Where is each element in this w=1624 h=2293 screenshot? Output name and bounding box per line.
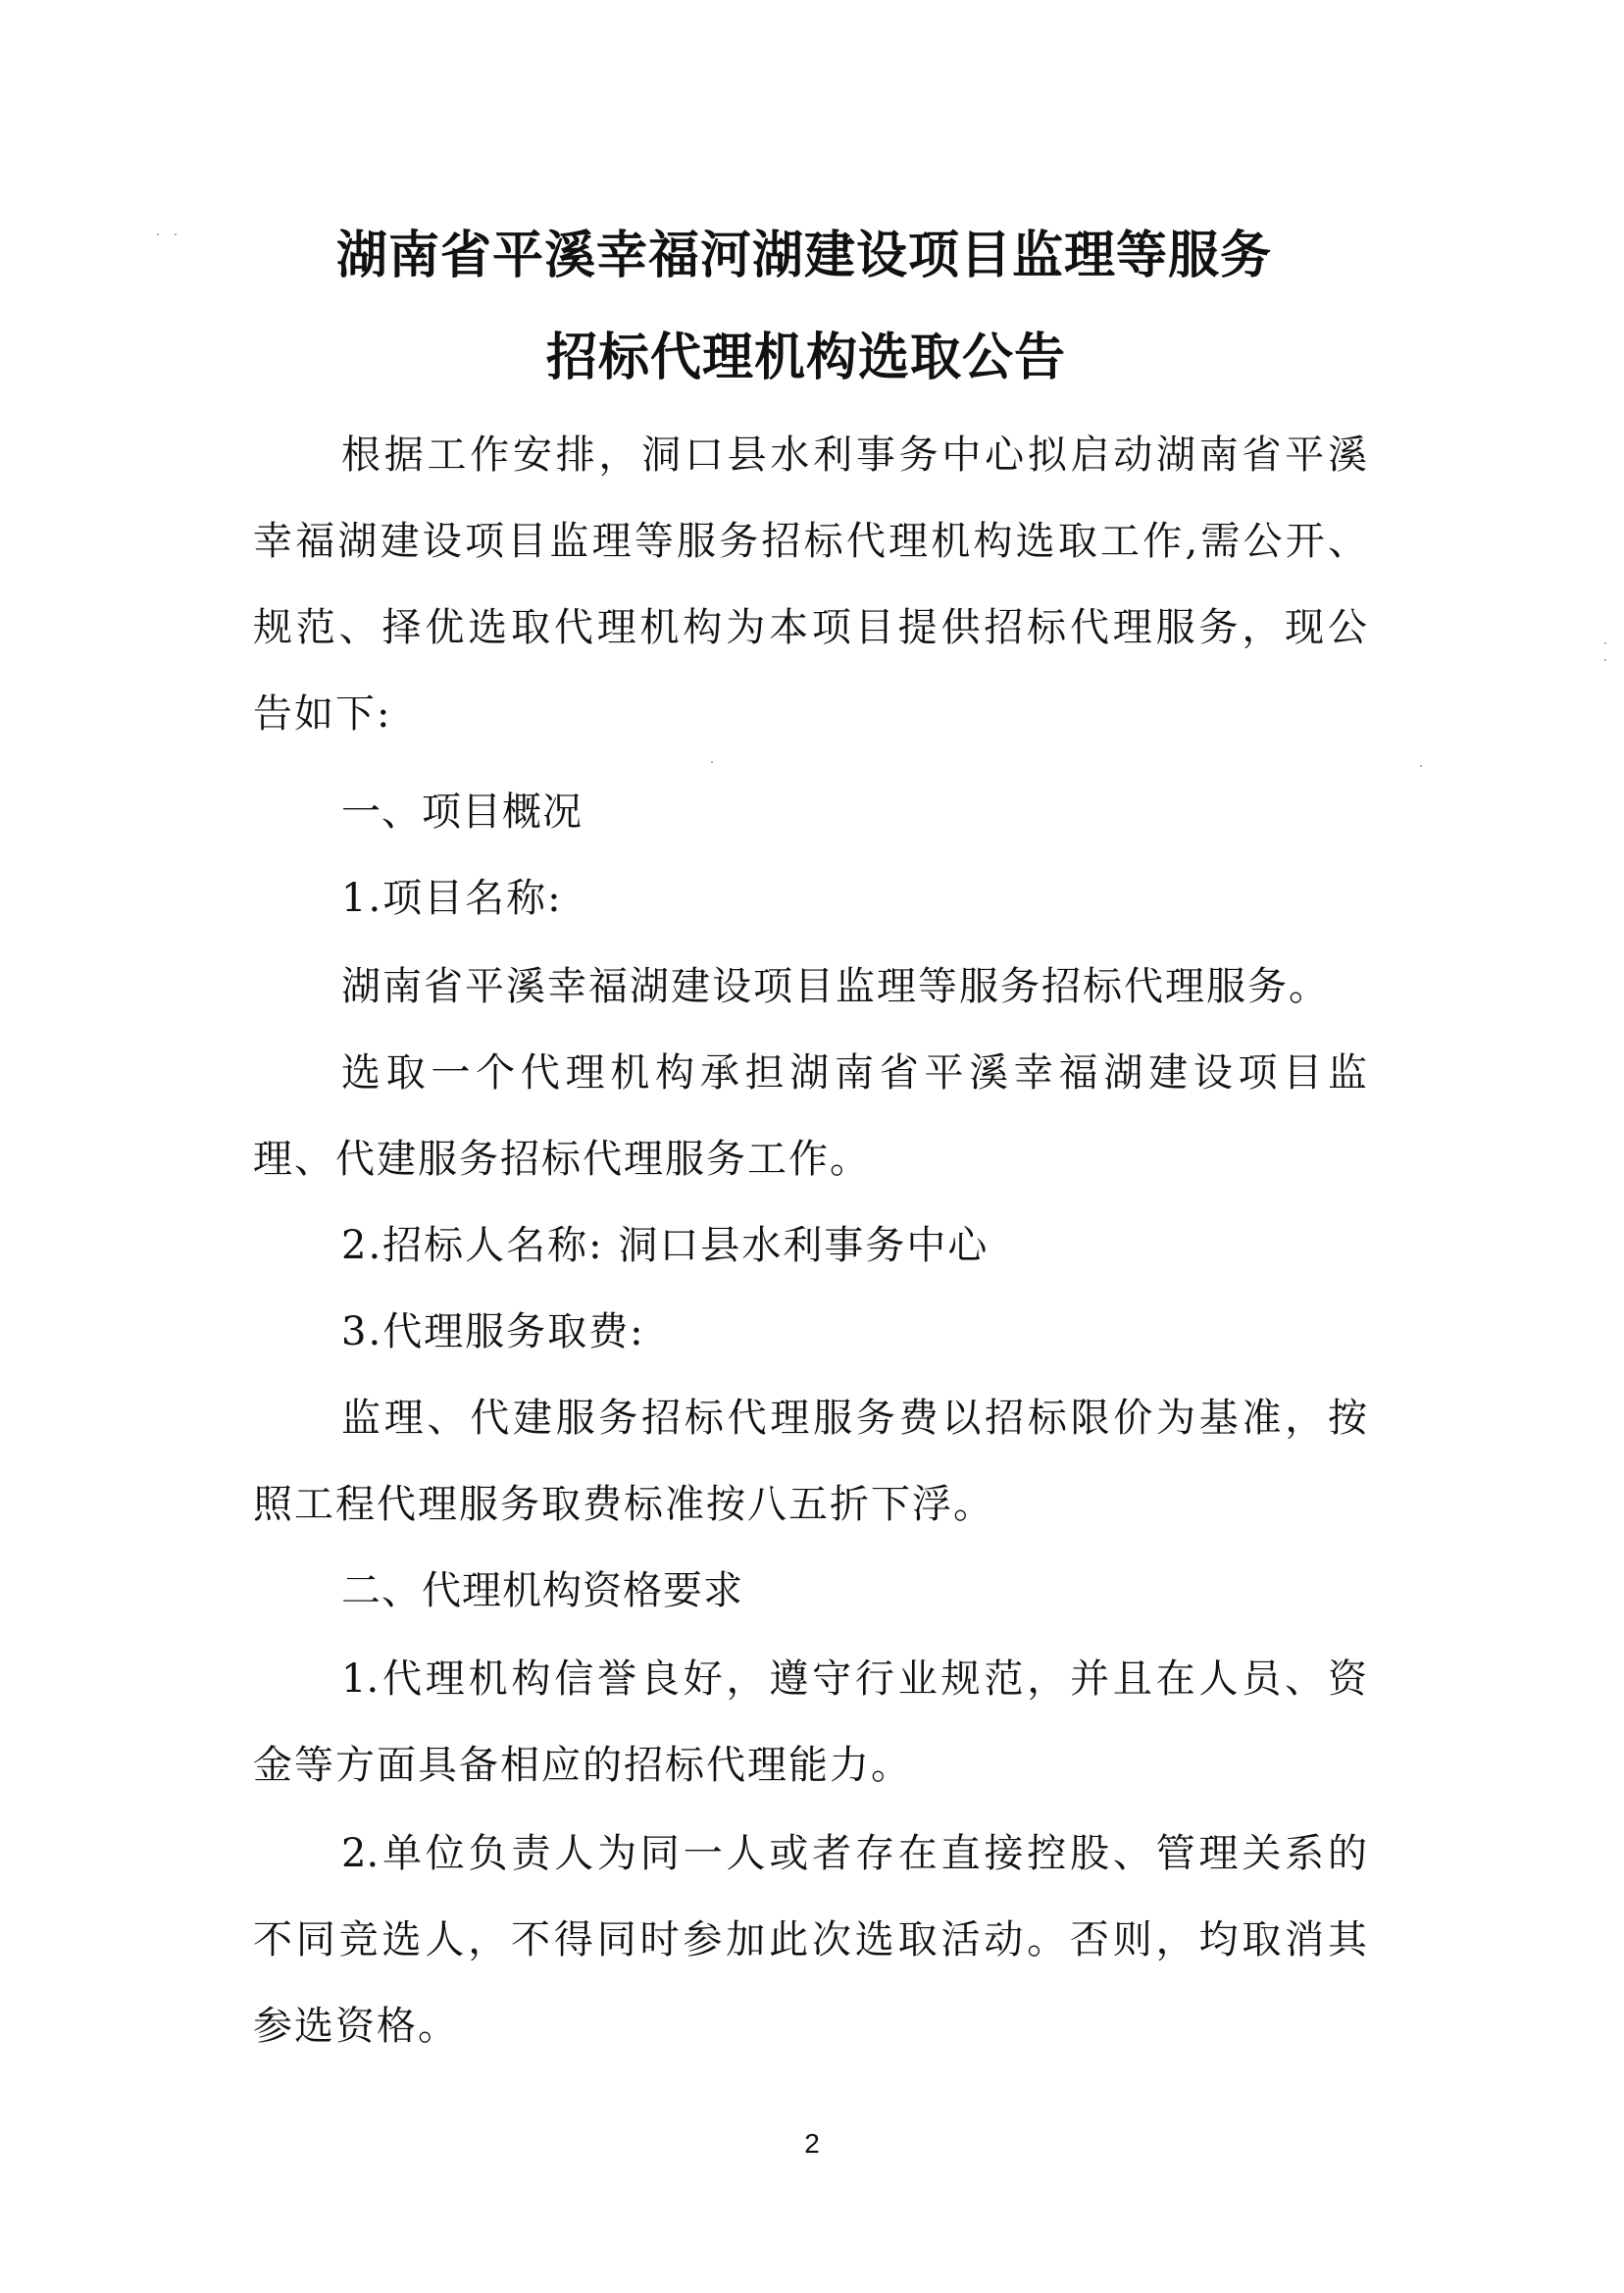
project-name-label: 1.项目名称: [341, 876, 563, 921]
scan-speck [1420, 765, 1422, 767]
qualification-1-line-2: 金等方面具备相应的招标代理能力。 [253, 1743, 912, 1788]
qualification-2-line-1: 2.单位负责人为同一人或者存在直接控股、管理关系的 [341, 1831, 1367, 1876]
qualification-2-line-3: 参选资格。 [253, 2004, 459, 2049]
tenderer-name: 2.招标人名称: 洞口县水利事务中心 [341, 1223, 990, 1268]
section-1-heading: 一、项目概况 [341, 790, 583, 835]
service-fee-label: 3.代理服务取费: [341, 1309, 645, 1354]
scan-speck [1604, 642, 1606, 644]
page-number: 2 [804, 2128, 820, 2159]
scan-speck [157, 233, 159, 235]
project-desc-line-1: 选取一个代理机构承担湖南省平溪幸福湖建设项目监 [341, 1050, 1367, 1096]
intro-line-3: 规范、择优选取代理机构为本项目提供招标代理服务，现公 [253, 605, 1367, 650]
service-fee-line-2: 照工程代理服务取费标准按八五折下浮。 [253, 1482, 994, 1527]
scan-speck [1604, 659, 1606, 661]
section-2-heading: 二、代理机构资格要求 [341, 1568, 743, 1613]
project-desc-line-2: 理、代建服务招标代理服务工作。 [253, 1137, 871, 1182]
service-fee-line-1: 监理、代建服务招标代理服务费以招标限价为基准，按 [341, 1396, 1367, 1441]
document-title-line-2: 招标代理机构选取公告 [545, 329, 1066, 387]
document-title-line-1: 湖南省平溪幸福河湖建设项目监理等服务 [335, 227, 1272, 285]
qualification-2-line-2: 不同竞选人，不得同时参加此次选取活动。否则，均取消其 [253, 1917, 1367, 1962]
scan-speck [175, 233, 177, 235]
intro-line-1: 根据工作安排，洞口县水利事务中心拟启动湖南省平溪 [341, 433, 1367, 478]
scan-speck [711, 761, 713, 763]
project-name-value: 湖南省平溪幸福湖建设项目监理等服务招标代理服务。 [341, 964, 1330, 1009]
qualification-1-line-1: 1.代理机构信誉良好，遵守行业规范，并且在人员、资 [341, 1656, 1367, 1702]
intro-line-2: 幸福湖建设项目监理等服务招标代理机构选取工作,需公开、 [253, 519, 1367, 564]
intro-line-4: 告如下: [253, 691, 392, 737]
